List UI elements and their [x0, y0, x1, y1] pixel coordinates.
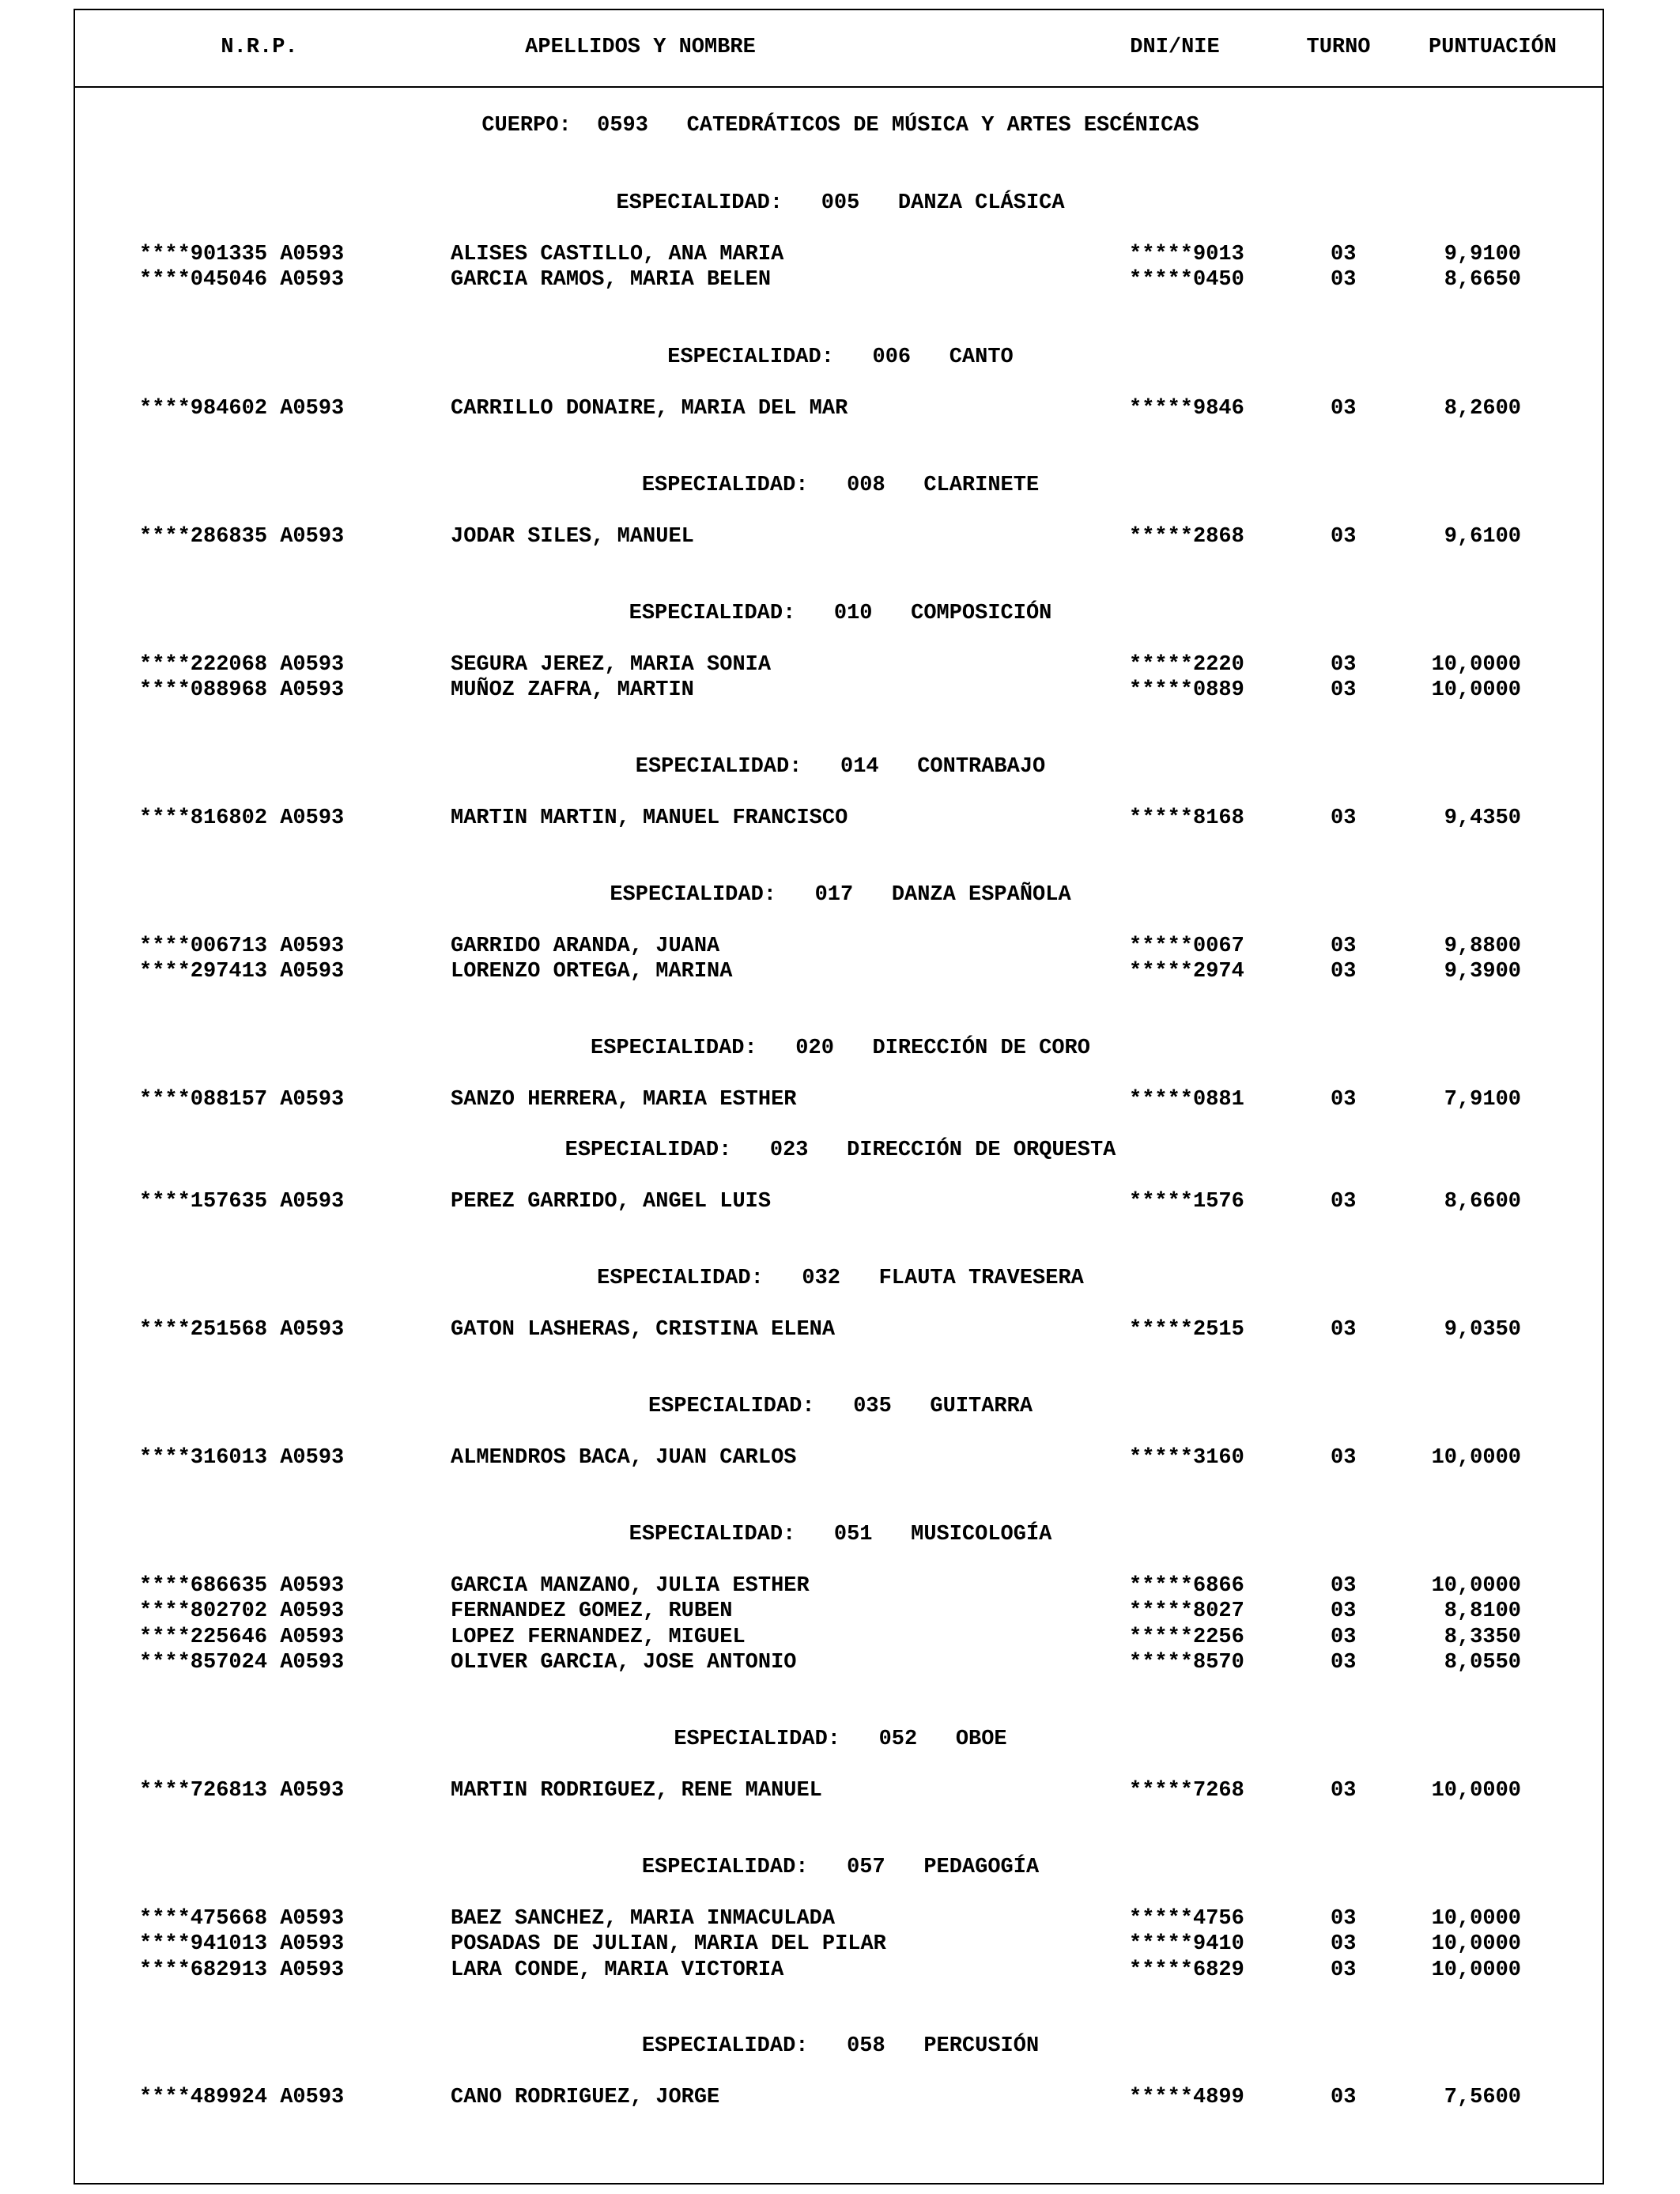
cuerpo-label: CUERPO:: [481, 114, 572, 138]
row-name: SANZO HERRERA, MARIA ESTHER: [451, 1088, 797, 1112]
row-dni: *****4899: [1129, 2086, 1244, 2109]
row-turno: 03: [1331, 1932, 1357, 1956]
row-name: JODAR SILES, MANUEL: [451, 525, 694, 549]
specialty-label: ESPECIALIDAD:: [635, 755, 802, 779]
row-dni: *****2974: [1129, 960, 1244, 984]
row-score: 8,3350: [1444, 1626, 1521, 1649]
specialty-heading: [565, 1138, 1116, 1163]
specialty-code: 014: [840, 755, 879, 779]
row-name: GARCIA MANZANO, JULIA ESTHER: [451, 1574, 810, 1598]
specialty-code: 058: [847, 2034, 885, 2058]
specialty-heading: [629, 601, 1052, 626]
row-nrp: ****901335 A0593: [139, 243, 345, 266]
cuerpo-code: 0593: [597, 114, 648, 138]
row-turno: 03: [1331, 397, 1357, 421]
row-dni: *****0067: [1129, 935, 1244, 958]
specialty-name: CLARINETE: [923, 474, 1040, 497]
specialty-name: FLAUTA TRAVESERA: [878, 1267, 1084, 1290]
row-turno: 03: [1331, 935, 1357, 958]
row-score: 8,2600: [1444, 397, 1521, 421]
header-name: APELLIDOS Y NOMBRE: [525, 36, 756, 59]
row-nrp: ****286835 A0593: [139, 525, 345, 549]
row-dni: *****7268: [1129, 1779, 1244, 1803]
specialty-label: ESPECIALIDAD:: [597, 1267, 764, 1290]
row-turno: 03: [1331, 678, 1357, 702]
specialty-label: ESPECIALIDAD:: [629, 602, 796, 625]
row-dni: *****9410: [1129, 1932, 1244, 1956]
row-dni: *****1576: [1129, 1190, 1244, 1214]
specialty-heading: [616, 191, 1064, 216]
specialty-code: 051: [833, 1523, 873, 1546]
row-score: 10,0000: [1431, 1779, 1521, 1803]
row-name: LARA CONDE, MARIA VICTORIA: [451, 1958, 784, 1982]
row-dni: *****0881: [1129, 1088, 1244, 1112]
row-dni: *****9846: [1129, 397, 1244, 421]
row-score: 10,0000: [1431, 1907, 1521, 1931]
row-turno: 03: [1331, 806, 1357, 830]
row-turno: 03: [1331, 1446, 1357, 1470]
row-nrp: ****475668 A0593: [139, 1907, 345, 1931]
row-score: 10,0000: [1431, 1446, 1521, 1470]
row-score: 10,0000: [1431, 678, 1521, 702]
specialty-label: ESPECIALIDAD:: [564, 1139, 732, 1162]
row-nrp: ****088968 A0593: [139, 678, 345, 702]
row-nrp: ****686635 A0593: [139, 1574, 345, 1598]
row-turno: 03: [1331, 1190, 1357, 1214]
row-nrp: ****941013 A0593: [139, 1932, 345, 1956]
row-nrp: ****006713 A0593: [139, 935, 345, 958]
row-score: 7,5600: [1444, 2086, 1521, 2109]
row-dni: *****3160: [1129, 1446, 1244, 1470]
row-dni: *****9013: [1129, 243, 1244, 266]
row-name: CARRILLO DONAIRE, MARIA DEL MAR: [451, 397, 848, 421]
row-nrp: ****984602 A0593: [139, 397, 345, 421]
row-turno: 03: [1331, 1599, 1357, 1623]
row-name: FERNANDEZ GOMEZ, RUBEN: [451, 1599, 733, 1623]
specialty-heading: [674, 1727, 1006, 1752]
row-nrp: ****157635 A0593: [139, 1190, 345, 1214]
specialty-heading: [648, 1394, 1033, 1419]
cuerpo-heading: [481, 113, 1199, 138]
row-turno: 03: [1331, 1779, 1357, 1803]
row-score: 8,6600: [1444, 1190, 1521, 1214]
row-nrp: ****297413 A0593: [139, 960, 345, 984]
row-name: LORENZO ORTEGA, MARINA: [451, 960, 733, 984]
specialty-label: ESPECIALIDAD:: [674, 1728, 840, 1751]
row-dni: *****8570: [1129, 1651, 1244, 1675]
header-nrp: N.R.P.: [221, 36, 298, 59]
row-turno: 03: [1331, 1574, 1357, 1598]
row-nrp: ****316013 A0593: [139, 1446, 345, 1470]
row-score: 8,8100: [1444, 1599, 1521, 1623]
row-name: GATON LASHERAS, CRISTINA ELENA: [451, 1318, 836, 1342]
row-score: 10,0000: [1431, 653, 1521, 677]
specialty-heading: [642, 473, 1039, 498]
row-dni: *****8027: [1129, 1599, 1244, 1623]
row-score: 9,0350: [1444, 1318, 1521, 1342]
row-nrp: ****682913 A0593: [139, 1958, 345, 1982]
row-turno: 03: [1331, 1651, 1357, 1675]
row-nrp: ****045046 A0593: [139, 268, 345, 292]
row-name: MUÑOZ ZAFRA, MARTIN: [451, 678, 694, 702]
row-nrp: ****251568 A0593: [139, 1318, 345, 1342]
specialty-code: 052: [878, 1728, 918, 1751]
row-score: 7,9100: [1444, 1088, 1521, 1112]
specialty-heading: [610, 882, 1070, 908]
row-nrp: ****802702 A0593: [139, 1599, 345, 1623]
specialty-name: CANTO: [949, 346, 1014, 369]
specialty-code: 008: [847, 474, 885, 497]
row-name: BAEZ SANCHEZ, MARIA INMACULADA: [451, 1907, 836, 1931]
cuerpo-name: CATEDRÁTICOS DE MÚSICA Y ARTES ESCÉNICAS: [686, 114, 1199, 138]
row-dni: *****4756: [1129, 1907, 1244, 1931]
specialty-label: ESPECIALIDAD:: [629, 1523, 796, 1546]
row-dni: *****6829: [1129, 1958, 1244, 1982]
row-name: LOPEZ FERNANDEZ, MIGUEL: [451, 1626, 746, 1649]
specialty-heading: [642, 1855, 1039, 1880]
specialty-name: OBOE: [955, 1728, 1007, 1751]
specialty-code: 010: [833, 602, 873, 625]
row-name: MARTIN MARTIN, MANUEL FRANCISCO: [451, 806, 848, 830]
row-turno: 03: [1331, 653, 1357, 677]
row-nrp: ****225646 A0593: [139, 1626, 345, 1649]
row-score: 9,8800: [1444, 935, 1521, 958]
specialty-name: DANZA CLÁSICA: [897, 191, 1065, 215]
row-turno: 03: [1331, 1958, 1357, 1982]
row-dni: *****8168: [1129, 806, 1244, 830]
specialty-heading: [629, 1522, 1052, 1547]
specialty-label: ESPECIALIDAD:: [610, 883, 776, 907]
row-dni: *****2220: [1129, 653, 1244, 677]
specialty-code: 005: [821, 191, 860, 215]
row-dni: *****2868: [1129, 525, 1244, 549]
row-score: 8,6650: [1444, 268, 1521, 292]
row-name: ALISES CASTILLO, ANA MARIA: [451, 243, 784, 266]
row-nrp: ****857024 A0593: [139, 1651, 345, 1675]
specialty-name: DANZA ESPAÑOLA: [891, 883, 1071, 907]
row-score: 10,0000: [1431, 1932, 1521, 1956]
specialty-name: DIRECCIÓN DE CORO: [872, 1037, 1090, 1060]
specialty-name: DIRECCIÓN DE ORQUESTA: [847, 1139, 1116, 1162]
specialty-name: COMPOSICIÓN: [911, 602, 1052, 625]
row-nrp: ****088157 A0593: [139, 1088, 345, 1112]
header-separator: [74, 86, 1604, 88]
row-name: GARCIA RAMOS, MARIA BELEN: [451, 268, 772, 292]
row-score: 10,0000: [1431, 1574, 1521, 1598]
row-score: 9,4350: [1444, 806, 1521, 830]
specialty-code: 020: [795, 1037, 834, 1060]
row-turno: 03: [1331, 1088, 1357, 1112]
row-name: OLIVER GARCIA, JOSE ANTONIO: [451, 1651, 797, 1675]
row-dni: *****2515: [1129, 1318, 1244, 1342]
row-dni: *****0889: [1129, 678, 1244, 702]
row-dni: *****0450: [1129, 268, 1244, 292]
header-dni: DNI/NIE: [1130, 36, 1220, 59]
specialty-code: 017: [814, 883, 854, 907]
specialty-code: 023: [769, 1139, 809, 1162]
specialty-label: ESPECIALIDAD:: [641, 2034, 809, 2058]
row-name: MARTIN RODRIGUEZ, RENE MANUEL: [451, 1779, 822, 1803]
row-turno: 03: [1331, 2086, 1357, 2109]
header-puntuacion: PUNTUACIÓN: [1428, 36, 1557, 59]
specialty-heading: [667, 345, 1013, 370]
specialty-label: ESPECIALIDAD:: [591, 1037, 757, 1060]
row-turno: 03: [1331, 268, 1357, 292]
row-name: POSADAS DE JULIAN, MARIA DEL PILAR: [451, 1932, 886, 1956]
row-name: ALMENDROS BACA, JUAN CARLOS: [451, 1446, 797, 1470]
specialty-code: 035: [853, 1395, 892, 1418]
row-name: CANO RODRIGUEZ, JORGE: [451, 2086, 720, 2109]
specialty-name: PERCUSIÓN: [923, 2034, 1040, 2058]
specialty-name: GUITARRA: [930, 1395, 1033, 1418]
row-score: 9,9100: [1444, 243, 1521, 266]
specialty-code: 032: [802, 1267, 840, 1290]
specialty-heading: [642, 2034, 1039, 2059]
row-turno: 03: [1331, 1318, 1357, 1342]
row-nrp: ****726813 A0593: [139, 1779, 345, 1803]
row-dni: *****2256: [1129, 1626, 1244, 1649]
row-turno: 03: [1331, 243, 1357, 266]
specialty-label: ESPECIALIDAD:: [641, 1856, 809, 1879]
specialty-label: ESPECIALIDAD:: [641, 474, 809, 497]
specialty-label: ESPECIALIDAD:: [616, 191, 783, 215]
row-score: 9,6100: [1444, 525, 1521, 549]
specialty-name: PEDAGOGÍA: [923, 1856, 1040, 1879]
specialty-code: 057: [847, 1856, 885, 1879]
row-name: SEGURA JEREZ, MARIA SONIA: [451, 653, 772, 677]
row-nrp: ****222068 A0593: [139, 653, 345, 677]
specialty-label: ESPECIALIDAD:: [647, 1395, 815, 1418]
row-name: PEREZ GARRIDO, ANGEL LUIS: [451, 1190, 772, 1214]
specialty-name: MUSICOLOGÍA: [911, 1523, 1052, 1546]
row-score: 9,3900: [1444, 960, 1521, 984]
specialty-heading: [636, 754, 1046, 780]
row-turno: 03: [1331, 1907, 1357, 1931]
row-turno: 03: [1331, 960, 1357, 984]
row-turno: 03: [1331, 525, 1357, 549]
specialty-heading: [591, 1036, 1090, 1061]
specialty-code: 006: [872, 346, 912, 369]
row-score: 8,0550: [1444, 1651, 1521, 1675]
row-score: 10,0000: [1431, 1958, 1521, 1982]
specialty-label: ESPECIALIDAD:: [667, 346, 834, 369]
row-nrp: ****816802 A0593: [139, 806, 345, 830]
row-turno: 03: [1331, 1626, 1357, 1649]
specialty-name: CONTRABAJO: [917, 755, 1046, 779]
header-turno: TURNO: [1306, 36, 1371, 59]
row-nrp: ****489924 A0593: [139, 2086, 345, 2109]
row-dni: *****6866: [1129, 1574, 1244, 1598]
specialty-heading: [597, 1266, 1084, 1291]
row-name: GARRIDO ARANDA, JUANA: [451, 935, 720, 958]
